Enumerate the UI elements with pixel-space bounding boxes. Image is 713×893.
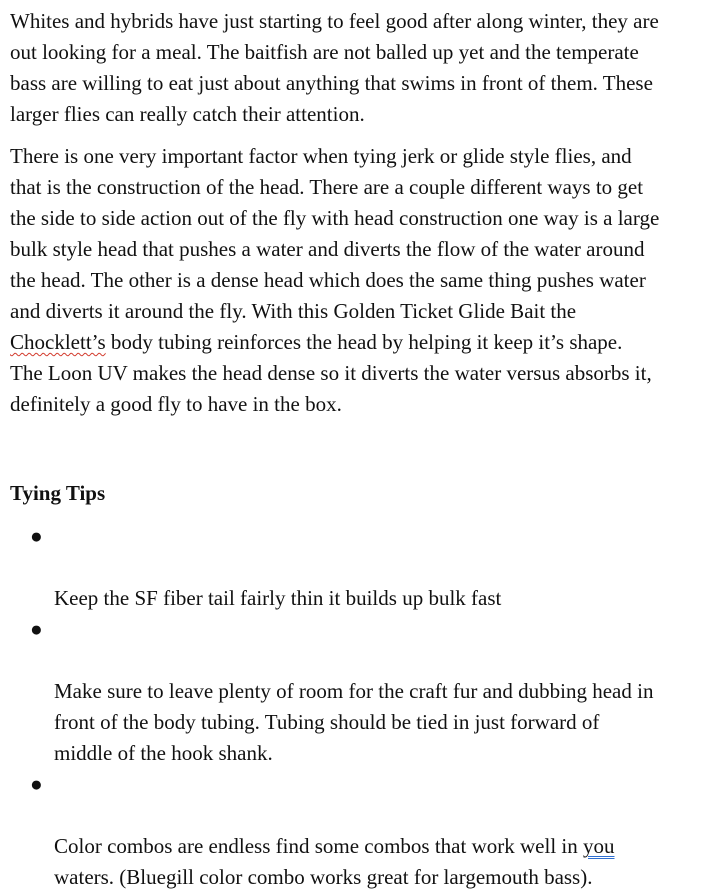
tip-text: Keep the SF fiber tail fairly thin it builds up bulk fast xyxy=(54,586,502,610)
list-item xyxy=(0,521,708,614)
tip-text: Make sure to leave plenty of room for the craft fur and dubbing head in front of the body tubing. Tubing should be tied in just forward of middle of the hook shank. xyxy=(54,679,654,765)
list-item xyxy=(0,769,708,893)
paragraph-text-start: There is one very important factor when tying jerk or glide style flies, and that is the construction of the head. There are a couple different ways to get the side to side action out of the fly with head construction one way is a large bulk style head that pushes a water and diverts the flow of the water around the head. The other is a dense head which does the same thing pushes water and diverts it around the fly. With this Golden Ticket Glide Bait the xyxy=(10,144,660,323)
list-item xyxy=(0,614,708,769)
bullet-icon: ● xyxy=(30,617,43,641)
bullet-icon: ● xyxy=(30,772,43,796)
intro-paragraph: Whites and hybrids have just starting to feel good after along winter, they are out looking for a meal. The baitfish are not balled up yet and the temperate bass are willing to eat just about anything that swims in front of them. These larger flies can really catch their attention. xyxy=(10,9,659,126)
tying-tips-heading: Tying Tips xyxy=(10,481,106,505)
head-construction-paragraph xyxy=(10,141,708,420)
tip-text-end: waters. (Bluegill color combo works great for largemouth bass). xyxy=(54,865,593,889)
paragraph-text-end: body tubing reinforces the head by helping it keep it’s shape. The Loon UV makes the head dense so it diverts the water versus absorbs it, definitely a good fly to have in the box. xyxy=(10,330,652,416)
tying-tips-list xyxy=(0,521,708,893)
spellcheck-flagged-word: Chocklett’s xyxy=(10,330,106,354)
document-body xyxy=(10,6,708,420)
grammar-flagged-word: you xyxy=(583,834,615,858)
bullet-icon: ● xyxy=(30,524,43,548)
tip-text-start: Color combos are endless find some combos that work well in xyxy=(54,834,583,858)
